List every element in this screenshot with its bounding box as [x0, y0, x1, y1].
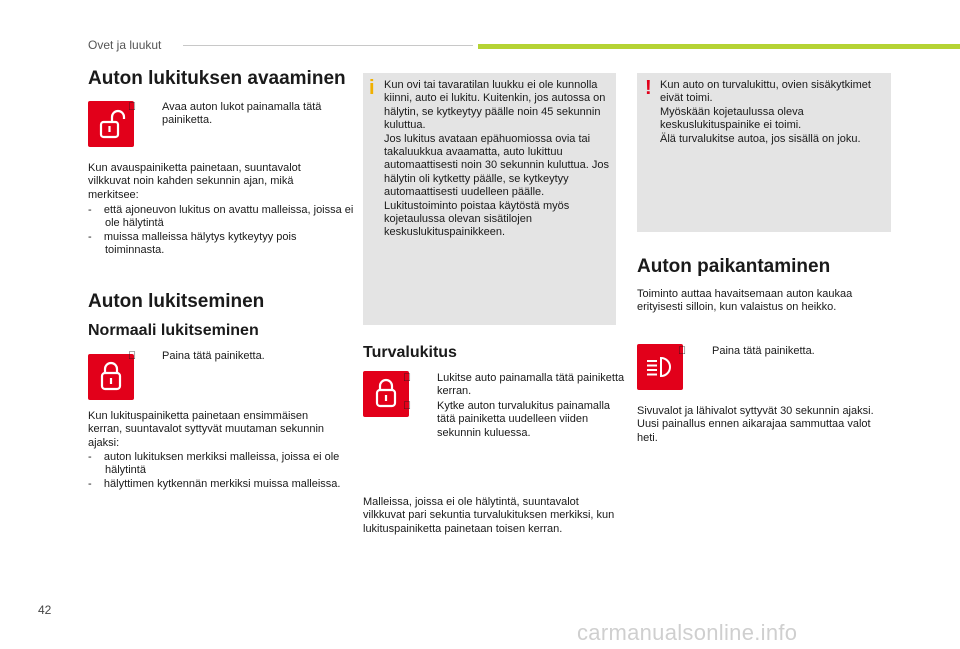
warning-box: [637, 73, 891, 232]
warning-icon: !: [645, 77, 652, 99]
bullet-marker-icon: [145, 350, 162, 363]
lock-dash-2: - hälyttimen kytkennän merkiksi muissa malleissa.: [88, 478, 341, 490]
safe-lock-title: Turvalukitus: [363, 344, 457, 361]
info-box-text: Kun ovi tai tavaratilan luukku ei ole kunnolla kiinni, auto ei lukitu. Kuitenkin, jos autossa on hälytin, se kytkeytyy päälle noin 45 sekunnin kuluttua. Jos lukitus avataan epähuomiossa ovia tai takaluukkua avaamatta, auto lukittuu automaattisesti noin 30 sekunnin kuluttua. Jos hälytin oli kytketty päälle, se kytkeytyy automaattisesti uudelleen päälle. Lukitustoiminto poistaa käytöstä myös kojetaulussa olevan sisätilojen keskuslukituspainikkeen.: [384, 79, 610, 239]
info-box: [363, 73, 616, 325]
bullet-marker-icon: [420, 400, 437, 413]
lock-subtitle: Normaali lukitseminen: [88, 322, 259, 339]
safe-lock-note: Malleissa, joissa ei ole hälytintä, suuntavalot vilkkuvat pari sekuntia turvalukituksen merkiksi, kun lukituspainiketta painetaan toisen kerran.: [363, 496, 615, 535]
unlock-bullet: Avaa auton lukot painamalla tätä painiketta.: [145, 101, 357, 128]
lock-dash-1: - auton lukituksen merkiksi malleissa, joissa ei ole hälytintä: [88, 451, 340, 477]
bullet-marker-icon: [420, 372, 437, 385]
watermark: carmanualsonline.info: [577, 620, 798, 645]
unlock-intro: Kun avauspainiketta painetaan, suuntavalot vilkkuvat noin kahden sekunnin ajan, mikä merkitsee:: [88, 162, 301, 201]
lock-title: Auton lukitseminen: [88, 291, 265, 312]
headlight-button-icon: [637, 344, 683, 390]
header-accent-bar: [478, 44, 960, 49]
page-number: 42: [38, 603, 52, 617]
safe-lock-bullet-1: Lukitse auto painamalla tätä painiketta kerran.: [420, 372, 627, 399]
locate-bullet: Paina tätä painiketta.: [695, 345, 902, 358]
lock-intro: Kun lukituspainiketta painetaan ensimmäisen kerran, suuntavalot syttyvät muutaman sekunnin ajaksi:: [88, 410, 325, 449]
warning-box-text: Kun auto on turvalukittu, ovien sisäkytkimet eivät toimi. Myöskään kojetaulussa oleva keskuslukituspainike ei toimi. Älä turvalukitse autoa, jos sisällä on joku.: [660, 79, 871, 145]
locate-intro: Toiminto auttaa havaitsemaan auton kaukaa erityisesti silloin, kun valaistus on heikko.: [637, 288, 853, 314]
unlock-title: Auton lukituksen avaaminen: [88, 68, 346, 89]
lock-bullet: Paina tätä painiketta.: [145, 350, 357, 363]
locate-note: Sivuvalot ja lähivalot syttyvät 30 sekunnin ajaksi. Uusi painallus ennen aikarajaa sammuttaa valot heti.: [637, 405, 874, 444]
locate-title: Auton paikantaminen: [637, 256, 831, 277]
safe-lock-bullet-2: Kytke auton turvalukitus painamalla tätä painiketta uudelleen viiden sekunnin kuluessa.: [420, 400, 627, 440]
section-header: Ovet ja luukut: [88, 38, 162, 52]
header-rule: [183, 45, 473, 46]
bullet-marker-icon: [695, 345, 712, 358]
unlock-dash-2: - muissa malleissa hälytys kytkeytyy pois toiminnasta.: [88, 231, 297, 257]
bullet-marker-icon: [145, 101, 162, 114]
unlock-dash-1: - että ajoneuvon lukitus on avattu malleissa, joissa ei ole hälytintä: [88, 204, 354, 230]
info-icon: i: [369, 77, 375, 99]
